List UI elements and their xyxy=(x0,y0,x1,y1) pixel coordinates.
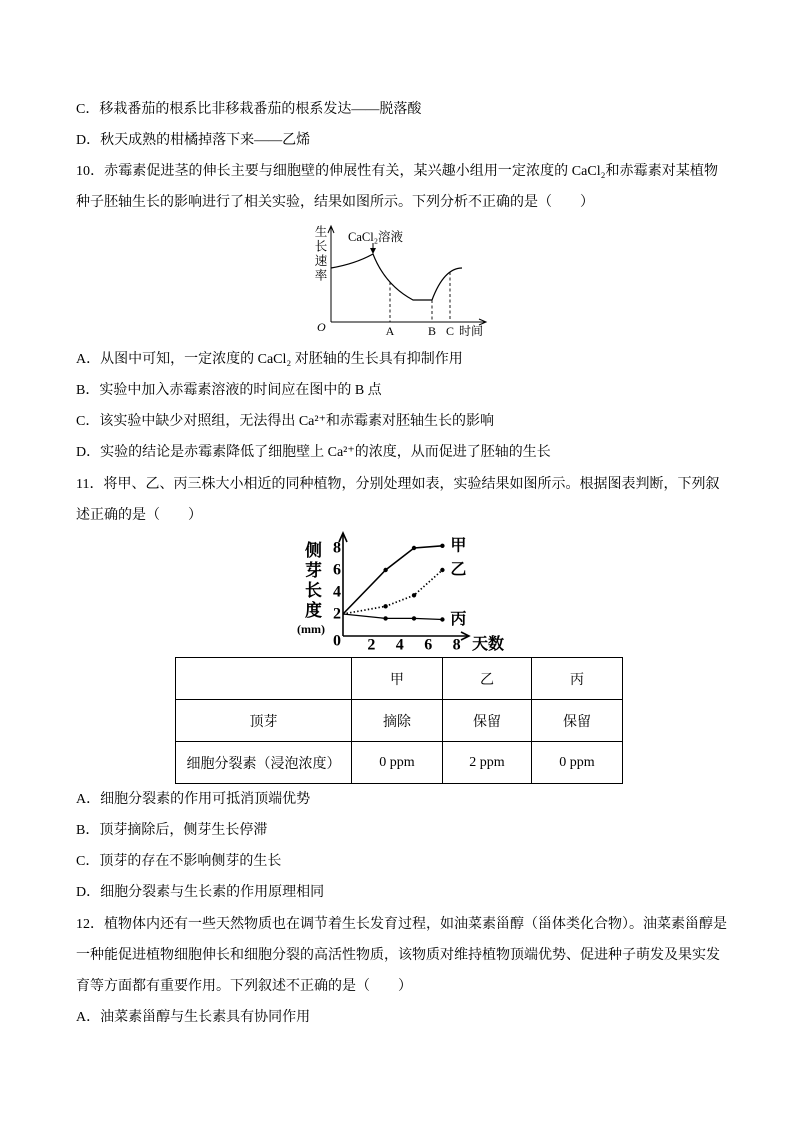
x-mark-b: B xyxy=(427,324,436,338)
q11-stem-line: 11．将甲、乙、丙三株大小相近的同种植物，分别处理如表，实验结果如图所示。根据图表判断，下列叙 xyxy=(76,477,720,492)
growth-rate-curve xyxy=(331,254,462,300)
x-tick-label: 4 xyxy=(395,636,404,654)
q11-option-b: B．顶芽摘除后，侧芽生长停滞 xyxy=(76,823,268,838)
q11-option-a: A．细胞分裂素的作用可抵消顶端优势 xyxy=(76,792,311,807)
table-cell: 摘除 xyxy=(352,700,443,742)
x-axis-label: 时间 xyxy=(459,324,484,338)
table-column-header: 乙 xyxy=(443,658,532,700)
y-tick-label: 4 xyxy=(333,583,341,601)
series-2-line xyxy=(343,570,442,614)
q12-stem-line: 育等方面都有重要作用。下列叙述不正确的是（ ） xyxy=(76,979,412,994)
q11-stem-line: 述正确的是（ ） xyxy=(76,508,202,523)
annotation-arrowhead xyxy=(370,248,376,254)
table-column-header: 甲 xyxy=(352,658,443,700)
q9-option-c: C．移栽番茄的根系比非移栽番茄的根系发达——脱落酸 xyxy=(76,102,422,117)
q10-option-a: A．从图中可知，一定浓度的 CaCl₂ 对胚轴的生长具有抑制作用 xyxy=(76,352,463,367)
series-2-point xyxy=(412,593,416,597)
origin-label: 0 xyxy=(333,632,341,650)
table-cell: 保留 xyxy=(443,700,532,742)
table-cell: 2 ppm xyxy=(443,742,532,784)
table-row xyxy=(176,700,623,742)
origin-label: O xyxy=(317,320,326,334)
series-1-point xyxy=(440,544,444,548)
table-header-row xyxy=(176,658,623,700)
table-row-label: 细胞分裂素（浸泡浓度） xyxy=(176,742,352,784)
series-1-point xyxy=(383,568,387,572)
q10-option-b: B．实验中加入赤霉素溶液的时间应在图中的 B 点 xyxy=(76,383,382,398)
table-cell: 0 ppm xyxy=(352,742,443,784)
table-row-label: 顶芽 xyxy=(176,700,352,742)
series-3-point xyxy=(383,616,387,620)
y-tick-label: 6 xyxy=(333,561,341,579)
x-axis-label: 天数 xyxy=(472,636,505,653)
series-2-point xyxy=(440,568,444,572)
q10-stem-line: 10．赤霉素促进茎的伸长主要与细胞壁的伸展性有关，某兴趣小组用一定浓度的 CaCl₂和赤霉素对某植物 xyxy=(76,164,718,179)
series-3-label: 丙 xyxy=(450,611,467,628)
table-row xyxy=(176,742,623,784)
x-mark-a: A xyxy=(385,324,395,338)
q10-stem-line: 种子胚轴生长的影响进行了相关实验，结果如图所示。下列分析不正确的是（ ） xyxy=(76,195,594,210)
table-column-header: 丙 xyxy=(532,658,623,700)
series-1-point xyxy=(412,546,416,550)
table-corner-cell xyxy=(176,658,352,700)
series-3-point xyxy=(440,617,444,621)
y-axis-unit: (mm) xyxy=(297,622,325,636)
q10-option-d: D．实验的结论是赤霉素降低了细胞壁上 Ca²⁺的浓度，从而促进了胚轴的生长 xyxy=(76,445,551,460)
x-tick-label: 6 xyxy=(424,636,433,654)
series-3-point xyxy=(412,616,416,620)
q10-option-c: C．该实验中缺少对照组，无法得出 Ca²⁺和赤霉素对胚轴生长的影响 xyxy=(76,414,494,429)
q12-stem-line: 12．植物体内还有一些天然物质也在调节着生长发育过程，如油菜素甾醇（甾体类化合物）。油菜素甾醇是 xyxy=(76,917,727,932)
series-1-label: 甲 xyxy=(450,537,467,555)
y-axis-label: 生长速率 xyxy=(313,225,327,283)
x-mark-c: C xyxy=(445,324,454,338)
q9-option-d: D．秋天成熟的柑橘掉落下来——乙烯 xyxy=(76,133,311,148)
y-axis-label: 侧芽长度 xyxy=(302,541,321,621)
x-tick-label: 8 xyxy=(452,636,461,654)
q12-stem-line: 一种能促进植物细胞伸长和细胞分裂的高活性物质，该物质对维持植物顶端优势、促进种子萌发及果实发 xyxy=(76,948,720,963)
table-cell: 保留 xyxy=(532,700,623,742)
x-tick-label: 2 xyxy=(367,636,376,654)
treatment-table xyxy=(175,657,623,784)
q11-option-d: D．细胞分裂素与生长素的作用原理相同 xyxy=(76,885,325,900)
table-cell: 0 ppm xyxy=(532,742,623,784)
q11-option-c: C．顶芽的存在不影响侧芽的生长 xyxy=(76,854,282,869)
q12-option-a: A．油菜素甾醇与生长素具有协同作用 xyxy=(76,1010,311,1025)
cacl2-annotation: CaCl₂溶液 xyxy=(348,230,404,244)
y-tick-label: 8 xyxy=(333,539,341,557)
y-tick-label: 2 xyxy=(333,605,341,623)
series-2-label: 乙 xyxy=(450,561,467,579)
series-2-point xyxy=(383,604,387,608)
series-3-line xyxy=(343,614,442,620)
